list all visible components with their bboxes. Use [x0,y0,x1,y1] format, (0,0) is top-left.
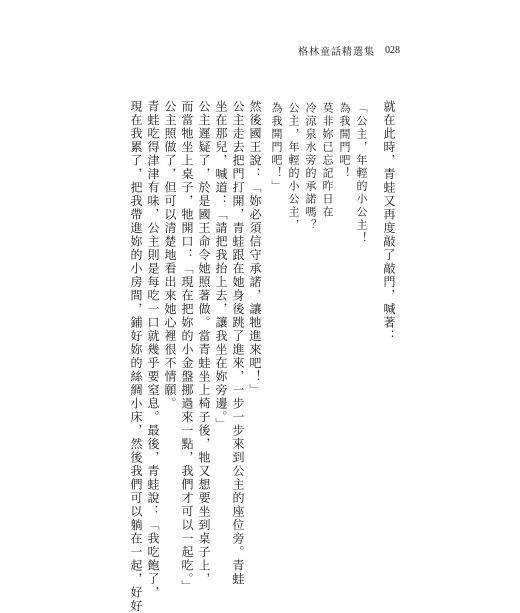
poem-line: 為我開門吧！ [338,102,351,180]
text-column: 公主走去把門打開，青蛙跟在她身後跳了進來，一步一步來到公主的座位旁。青蛙 [231,100,245,586]
running-header [298,43,400,58]
page-number: 028 [385,45,400,56]
text-column: 公主照做了，但可以清楚地看出來她心裡很不情願。 [163,100,177,411]
text-column: 就在此時，青蛙又再度敲了敲門，喊著： [382,100,396,343]
text-column: 然後國王說：「妳必須信守承諾，讓牠進來吧！」 [248,100,262,397]
poem-line: 為我開門吧！」 [270,102,283,193]
poem-line: 冷涼泉水旁的承諾嗎？ [304,102,317,232]
text-column: 青蛙吃得津津有味，公主則是每吃一口就幾乎要窒息。最後，青蛙說：「我吃飽了， [146,100,160,600]
poem-line: 「公主，年輕的小公主！ [355,102,368,245]
poem-line: 公主，年輕的小公主， [287,102,300,232]
text-column: 而當牠坐上桌子，牠開口：「現在把妳的小金盤挪過來一點，我們才可以一起吃。」 [180,100,194,594]
text-column: 現在我累了，把我帶進妳的小房間，鋪好妳的絲綢小床，然後我們可以躺在一起，好好 [129,100,143,613]
book-title: 格林童話精選集 [298,47,375,58]
text-column: 坐在那兒，喊道：「請把我抬上去，讓我坐在妳旁邊。」 [214,100,228,432]
text-column: 公主遲疑了，於是國王命令她照著做。當青蛙坐上椅子後，牠又想要坐到桌子上， [197,100,211,586]
poem-line: 莫非妳已忘記昨日在 [321,102,334,219]
